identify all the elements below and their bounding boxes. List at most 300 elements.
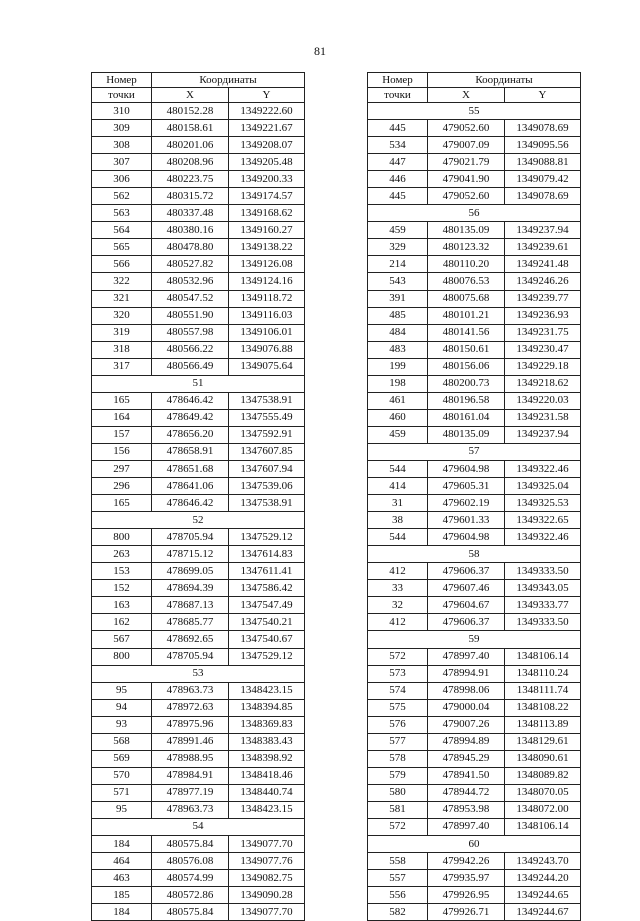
y-coordinate-cell: 1349077.76 <box>229 853 305 870</box>
x-coordinate-cell: 478953.98 <box>428 801 505 818</box>
section-row <box>368 103 581 120</box>
point-number-cell: 573 <box>368 665 428 682</box>
table-row <box>368 512 581 529</box>
y-coordinate-cell: 1349333.50 <box>505 614 581 631</box>
y-coordinate-cell: 1347614.83 <box>229 546 305 563</box>
x-coordinate-cell: 478994.91 <box>428 665 505 682</box>
point-number-cell: 579 <box>368 767 428 784</box>
y-coordinate-cell: 1349325.53 <box>505 495 581 512</box>
point-number-cell: 459 <box>368 222 428 239</box>
table-row <box>92 597 305 614</box>
point-number-cell: 800 <box>92 529 152 546</box>
section-row <box>368 836 581 853</box>
point-number-cell: 459 <box>368 426 428 443</box>
table-row <box>92 205 305 222</box>
point-number-cell: 199 <box>368 358 428 375</box>
y-coordinate-cell: 1349082.75 <box>229 870 305 887</box>
point-number-cell: 310 <box>92 103 152 120</box>
point-number-cell: 445 <box>368 188 428 205</box>
y-coordinate-cell: 1349077.70 <box>229 836 305 853</box>
table-row <box>92 426 305 443</box>
x-coordinate-cell: 480557.98 <box>152 324 229 341</box>
point-number-cell: 570 <box>92 767 152 784</box>
y-coordinate-cell: 1349236.93 <box>505 307 581 324</box>
y-coordinate-cell: 1349243.70 <box>505 853 581 870</box>
point-number-cell: 317 <box>92 358 152 375</box>
table-row <box>92 631 305 648</box>
x-coordinate-cell: 479601.33 <box>428 512 505 529</box>
table-row <box>368 750 581 767</box>
x-coordinate-cell: 479607.46 <box>428 580 505 597</box>
y-coordinate-cell: 1349325.04 <box>505 478 581 495</box>
y-coordinate-cell: 1349231.75 <box>505 324 581 341</box>
point-number-cell: 156 <box>92 443 152 460</box>
table-row <box>92 767 305 784</box>
y-coordinate-cell: 1349322.65 <box>505 512 581 529</box>
table-row <box>368 563 581 580</box>
table-row <box>368 887 581 904</box>
x-coordinate-cell: 480156.06 <box>428 358 505 375</box>
y-coordinate-cell: 1349237.94 <box>505 426 581 443</box>
point-number-cell: 320 <box>92 307 152 324</box>
table-row <box>368 495 581 512</box>
x-coordinate-cell: 480574.99 <box>152 870 229 887</box>
section-number: 56 <box>368 205 581 222</box>
y-coordinate-cell: 1349343.05 <box>505 580 581 597</box>
point-number-cell: 308 <box>92 137 152 154</box>
x-coordinate-cell: 480572.86 <box>152 887 229 904</box>
page-number: 81 <box>314 44 326 58</box>
point-number-cell: 463 <box>92 870 152 887</box>
table-row <box>92 733 305 750</box>
x-coordinate-cell: 479604.98 <box>428 529 505 546</box>
x-coordinate-cell: 478646.42 <box>152 495 229 512</box>
subheader-row <box>368 88 581 103</box>
table-row <box>368 256 581 273</box>
point-number-cell: 574 <box>368 682 428 699</box>
x-coordinate-cell: 480223.75 <box>152 171 229 188</box>
y-coordinate-cell: 1348383.43 <box>229 733 305 750</box>
section-number: 54 <box>92 818 305 835</box>
x-coordinate-cell: 478998.06 <box>428 682 505 699</box>
x-coordinate-cell: 480200.73 <box>428 375 505 392</box>
x-coordinate-cell: 479052.60 <box>428 188 505 205</box>
point-number-cell: 543 <box>368 273 428 290</box>
x-coordinate-cell: 480196.58 <box>428 392 505 409</box>
table-row <box>368 188 581 205</box>
y-coordinate-cell: 1348113.89 <box>505 716 581 733</box>
table-row <box>92 120 305 137</box>
point-number-header: Номер <box>92 73 152 88</box>
x-coordinate-cell: 480547.52 <box>152 290 229 307</box>
point-number-cell: 198 <box>368 375 428 392</box>
x-coordinate-cell: 480315.72 <box>152 188 229 205</box>
table-row <box>368 784 581 801</box>
point-number-cell: 571 <box>92 784 152 801</box>
x-coordinate-cell: 478984.91 <box>152 767 229 784</box>
x-coordinate-cell: 480478.80 <box>152 239 229 256</box>
x-coordinate-cell: 478941.50 <box>428 767 505 784</box>
section-number: 53 <box>92 665 305 682</box>
y-coordinate-cell: 1349075.64 <box>229 358 305 375</box>
point-number-cell: 38 <box>368 512 428 529</box>
point-number-cell: 578 <box>368 750 428 767</box>
x-coordinate-cell: 480075.68 <box>428 290 505 307</box>
point-number-cell: 447 <box>368 154 428 171</box>
point-number-cell: 307 <box>92 154 152 171</box>
point-number-cell: 484 <box>368 324 428 341</box>
x-coordinate-cell: 480380.16 <box>152 222 229 239</box>
coordinates-table-left <box>91 72 305 921</box>
x-coordinate-cell: 478994.89 <box>428 733 505 750</box>
table-row <box>368 818 581 835</box>
x-coordinate-cell: 480575.84 <box>152 904 229 921</box>
table-row <box>92 648 305 665</box>
x-header: X <box>428 88 505 103</box>
y-coordinate-cell: 1348072.00 <box>505 801 581 818</box>
point-number-cell: 534 <box>368 137 428 154</box>
point-number-cell: 165 <box>92 392 152 409</box>
point-number-cell: 319 <box>92 324 152 341</box>
section-number: 57 <box>368 443 581 460</box>
table-row <box>368 273 581 290</box>
point-number-cell: 414 <box>368 478 428 495</box>
table-row <box>92 614 305 631</box>
point-number-cell: 544 <box>368 529 428 546</box>
table-row <box>92 409 305 426</box>
x-coordinate-cell: 480158.61 <box>152 120 229 137</box>
point-number-cell: 318 <box>92 341 152 358</box>
point-number-cell: 185 <box>92 887 152 904</box>
point-number-cell: 800 <box>92 648 152 665</box>
point-number-cell: 184 <box>92 836 152 853</box>
y-coordinate-cell: 1349222.60 <box>229 103 305 120</box>
x-coordinate-cell: 478705.94 <box>152 648 229 665</box>
x-coordinate-cell: 480527.82 <box>152 256 229 273</box>
y-coordinate-cell: 1349138.22 <box>229 239 305 256</box>
x-coordinate-cell: 480576.08 <box>152 853 229 870</box>
point-number-cell: 483 <box>368 341 428 358</box>
point-number-cell: 575 <box>368 699 428 716</box>
point-number-cell: 556 <box>368 887 428 904</box>
y-coordinate-cell: 1349126.08 <box>229 256 305 273</box>
point-number-cell: 165 <box>92 495 152 512</box>
point-number-header-line2: точки <box>92 88 152 103</box>
y-coordinate-cell: 1349090.28 <box>229 887 305 904</box>
x-coordinate-cell: 478685.77 <box>152 614 229 631</box>
x-coordinate-cell: 478651.68 <box>152 460 229 477</box>
point-number-cell: 412 <box>368 563 428 580</box>
y-coordinate-cell: 1349246.26 <box>505 273 581 290</box>
section-row <box>368 205 581 222</box>
x-coordinate-cell: 478975.96 <box>152 716 229 733</box>
point-number-cell: 581 <box>368 801 428 818</box>
table-row <box>92 290 305 307</box>
section-row <box>368 443 581 460</box>
y-coordinate-cell: 1347547.49 <box>229 597 305 614</box>
y-coordinate-cell: 1349079.42 <box>505 171 581 188</box>
x-coordinate-cell: 479926.95 <box>428 887 505 904</box>
x-coordinate-cell: 480551.90 <box>152 307 229 324</box>
x-coordinate-cell: 479605.31 <box>428 478 505 495</box>
table-row <box>92 836 305 853</box>
y-coordinate-cell: 1348111.74 <box>505 682 581 699</box>
point-number-cell: 460 <box>368 409 428 426</box>
point-number-cell: 464 <box>92 853 152 870</box>
table-row <box>92 784 305 801</box>
table-row <box>368 358 581 375</box>
table-row <box>92 324 305 341</box>
section-row <box>92 375 305 392</box>
x-coordinate-cell: 478997.40 <box>428 648 505 665</box>
y-coordinate-cell: 1349237.94 <box>505 222 581 239</box>
table-row <box>92 887 305 904</box>
y-coordinate-cell: 1347607.85 <box>229 443 305 460</box>
table-row <box>368 307 581 324</box>
point-number-cell: 562 <box>92 188 152 205</box>
table-row <box>368 460 581 477</box>
y-coordinate-cell: 1348418.46 <box>229 767 305 784</box>
y-coordinate-cell: 1349208.07 <box>229 137 305 154</box>
x-coordinate-cell: 478715.12 <box>152 546 229 563</box>
y-coordinate-cell: 1347529.12 <box>229 648 305 665</box>
y-coordinate-cell: 1349322.46 <box>505 529 581 546</box>
y-coordinate-cell: 1349220.03 <box>505 392 581 409</box>
y-coordinate-cell: 1348369.83 <box>229 716 305 733</box>
x-coordinate-cell: 478646.42 <box>152 392 229 409</box>
y-coordinate-cell: 1348106.14 <box>505 648 581 665</box>
table-row <box>368 767 581 784</box>
table-row <box>92 546 305 563</box>
point-number-cell: 572 <box>368 648 428 665</box>
x-coordinate-cell: 478963.73 <box>152 801 229 818</box>
section-row <box>368 631 581 648</box>
y-coordinate-cell: 1349118.72 <box>229 290 305 307</box>
table-row <box>92 904 305 921</box>
table-row <box>368 904 581 921</box>
table-row <box>368 375 581 392</box>
x-coordinate-cell: 478656.20 <box>152 426 229 443</box>
table-row <box>92 222 305 239</box>
x-coordinate-cell: 480101.21 <box>428 307 505 324</box>
table-row <box>368 529 581 546</box>
x-coordinate-cell: 478945.29 <box>428 750 505 767</box>
y-coordinate-cell: 1348129.61 <box>505 733 581 750</box>
y-coordinate-cell: 1347555.49 <box>229 409 305 426</box>
point-number-cell: 153 <box>92 563 152 580</box>
table-row <box>92 137 305 154</box>
x-coordinate-cell: 480141.56 <box>428 324 505 341</box>
point-number-cell: 152 <box>92 580 152 597</box>
x-coordinate-cell: 479935.97 <box>428 870 505 887</box>
y-coordinate-cell: 1348398.92 <box>229 750 305 767</box>
x-coordinate-cell: 480152.28 <box>152 103 229 120</box>
y-coordinate-cell: 1348423.15 <box>229 801 305 818</box>
x-coordinate-cell: 478699.05 <box>152 563 229 580</box>
table-row <box>92 853 305 870</box>
point-number-cell: 296 <box>92 478 152 495</box>
y-coordinate-cell: 1349333.50 <box>505 563 581 580</box>
point-number-cell: 565 <box>92 239 152 256</box>
table-row <box>368 699 581 716</box>
x-coordinate-cell: 480076.53 <box>428 273 505 290</box>
y-coordinate-cell: 1348110.24 <box>505 665 581 682</box>
point-number-cell: 306 <box>92 171 152 188</box>
table-row <box>92 580 305 597</box>
table-row <box>92 171 305 188</box>
table-row <box>368 120 581 137</box>
x-coordinate-cell: 479021.79 <box>428 154 505 171</box>
y-coordinate-cell: 1347539.06 <box>229 478 305 495</box>
x-coordinate-cell: 480566.49 <box>152 358 229 375</box>
section-number: 52 <box>92 512 305 529</box>
x-coordinate-cell: 480135.09 <box>428 222 505 239</box>
point-number-cell: 582 <box>368 904 428 921</box>
point-number-cell: 95 <box>92 801 152 818</box>
y-coordinate-cell: 1348090.61 <box>505 750 581 767</box>
x-coordinate-cell: 479602.19 <box>428 495 505 512</box>
point-number-cell: 566 <box>92 256 152 273</box>
y-coordinate-cell: 1348089.82 <box>505 767 581 784</box>
x-coordinate-cell: 478687.13 <box>152 597 229 614</box>
x-coordinate-cell: 478963.73 <box>152 682 229 699</box>
point-number-cell: 544 <box>368 460 428 477</box>
point-number-cell: 297 <box>92 460 152 477</box>
point-number-cell: 95 <box>92 682 152 699</box>
point-number-cell: 184 <box>92 904 152 921</box>
table-row <box>368 341 581 358</box>
coordinates-table-left-body <box>92 73 305 921</box>
x-coordinate-cell: 479007.26 <box>428 716 505 733</box>
y-coordinate-cell: 1349078.69 <box>505 188 581 205</box>
table-row <box>368 154 581 171</box>
x-coordinate-cell: 480201.06 <box>152 137 229 154</box>
table-row <box>92 699 305 716</box>
table-row <box>368 648 581 665</box>
x-coordinate-cell: 479041.90 <box>428 171 505 188</box>
table-row <box>92 154 305 171</box>
table-row <box>368 392 581 409</box>
x-coordinate-cell: 479606.37 <box>428 614 505 631</box>
table-row <box>368 733 581 750</box>
table-row <box>92 495 305 512</box>
table-row <box>368 324 581 341</box>
y-coordinate-cell: 1349168.62 <box>229 205 305 222</box>
y-coordinate-cell: 1347540.67 <box>229 631 305 648</box>
point-number-cell: 163 <box>92 597 152 614</box>
table-row <box>92 341 305 358</box>
point-number-cell: 568 <box>92 733 152 750</box>
point-number-cell: 32 <box>368 597 428 614</box>
table-row <box>92 273 305 290</box>
y-coordinate-cell: 1349244.67 <box>505 904 581 921</box>
table-row <box>368 870 581 887</box>
table-row <box>92 256 305 273</box>
point-number-cell: 157 <box>92 426 152 443</box>
point-number-cell: 461 <box>368 392 428 409</box>
table-row <box>368 716 581 733</box>
x-coordinate-cell: 480575.84 <box>152 836 229 853</box>
point-number-cell: 263 <box>92 546 152 563</box>
x-coordinate-cell: 480161.04 <box>428 409 505 426</box>
table-row <box>368 426 581 443</box>
y-coordinate-cell: 1349106.01 <box>229 324 305 341</box>
table-row <box>92 307 305 324</box>
x-coordinate-cell: 480532.96 <box>152 273 229 290</box>
x-coordinate-cell: 479604.98 <box>428 460 505 477</box>
point-number-cell: 391 <box>368 290 428 307</box>
table-row <box>368 801 581 818</box>
point-number-cell: 563 <box>92 205 152 222</box>
subheader-row <box>92 88 305 103</box>
y-coordinate-cell: 1347529.12 <box>229 529 305 546</box>
table-row <box>92 478 305 495</box>
point-number-cell: 567 <box>92 631 152 648</box>
point-number-cell: 576 <box>368 716 428 733</box>
y-coordinate-cell: 1347607.94 <box>229 460 305 477</box>
table-row <box>368 171 581 188</box>
table-row <box>92 801 305 818</box>
y-coordinate-cell: 1348440.74 <box>229 784 305 801</box>
x-coordinate-cell: 480208.96 <box>152 154 229 171</box>
table-row <box>92 239 305 256</box>
y-coordinate-cell: 1349231.58 <box>505 409 581 426</box>
x-coordinate-cell: 479926.71 <box>428 904 505 921</box>
x-coordinate-cell: 480123.32 <box>428 239 505 256</box>
point-number-cell: 412 <box>368 614 428 631</box>
point-number-cell: 580 <box>368 784 428 801</box>
point-number-cell: 164 <box>92 409 152 426</box>
table-row <box>92 443 305 460</box>
table-row <box>92 188 305 205</box>
x-coordinate-cell: 478694.39 <box>152 580 229 597</box>
x-coordinate-cell: 479000.04 <box>428 699 505 716</box>
x-coordinate-cell: 478649.42 <box>152 409 229 426</box>
x-coordinate-cell: 480135.09 <box>428 426 505 443</box>
point-number-cell: 557 <box>368 870 428 887</box>
table-row <box>92 460 305 477</box>
x-coordinate-cell: 478692.65 <box>152 631 229 648</box>
point-number-header: Номер <box>368 73 428 88</box>
point-number-cell: 33 <box>368 580 428 597</box>
y-coordinate-cell: 1348394.85 <box>229 699 305 716</box>
x-coordinate-cell: 479606.37 <box>428 563 505 580</box>
y-coordinate-cell: 1347611.41 <box>229 563 305 580</box>
table-row <box>92 103 305 120</box>
table-row <box>368 853 581 870</box>
point-number-cell: 329 <box>368 239 428 256</box>
y-coordinate-cell: 1347592.91 <box>229 426 305 443</box>
point-number-cell: 558 <box>368 853 428 870</box>
y-coordinate-cell: 1349200.33 <box>229 171 305 188</box>
coordinates-table-right-body <box>368 73 581 921</box>
table-row <box>368 222 581 239</box>
table-row <box>92 563 305 580</box>
x-coordinate-cell: 478991.46 <box>152 733 229 750</box>
section-number: 51 <box>92 375 305 392</box>
y-coordinate-cell: 1349116.03 <box>229 307 305 324</box>
y-coordinate-cell: 1349160.27 <box>229 222 305 239</box>
table-row <box>92 716 305 733</box>
y-coordinate-cell: 1348106.14 <box>505 818 581 835</box>
header-row <box>368 73 581 88</box>
x-coordinate-cell: 479007.09 <box>428 137 505 154</box>
y-coordinate-cell: 1349221.67 <box>229 120 305 137</box>
x-coordinate-cell: 479604.67 <box>428 597 505 614</box>
table-row <box>368 239 581 256</box>
y-coordinate-cell: 1349078.69 <box>505 120 581 137</box>
y-coordinate-cell: 1349322.46 <box>505 460 581 477</box>
